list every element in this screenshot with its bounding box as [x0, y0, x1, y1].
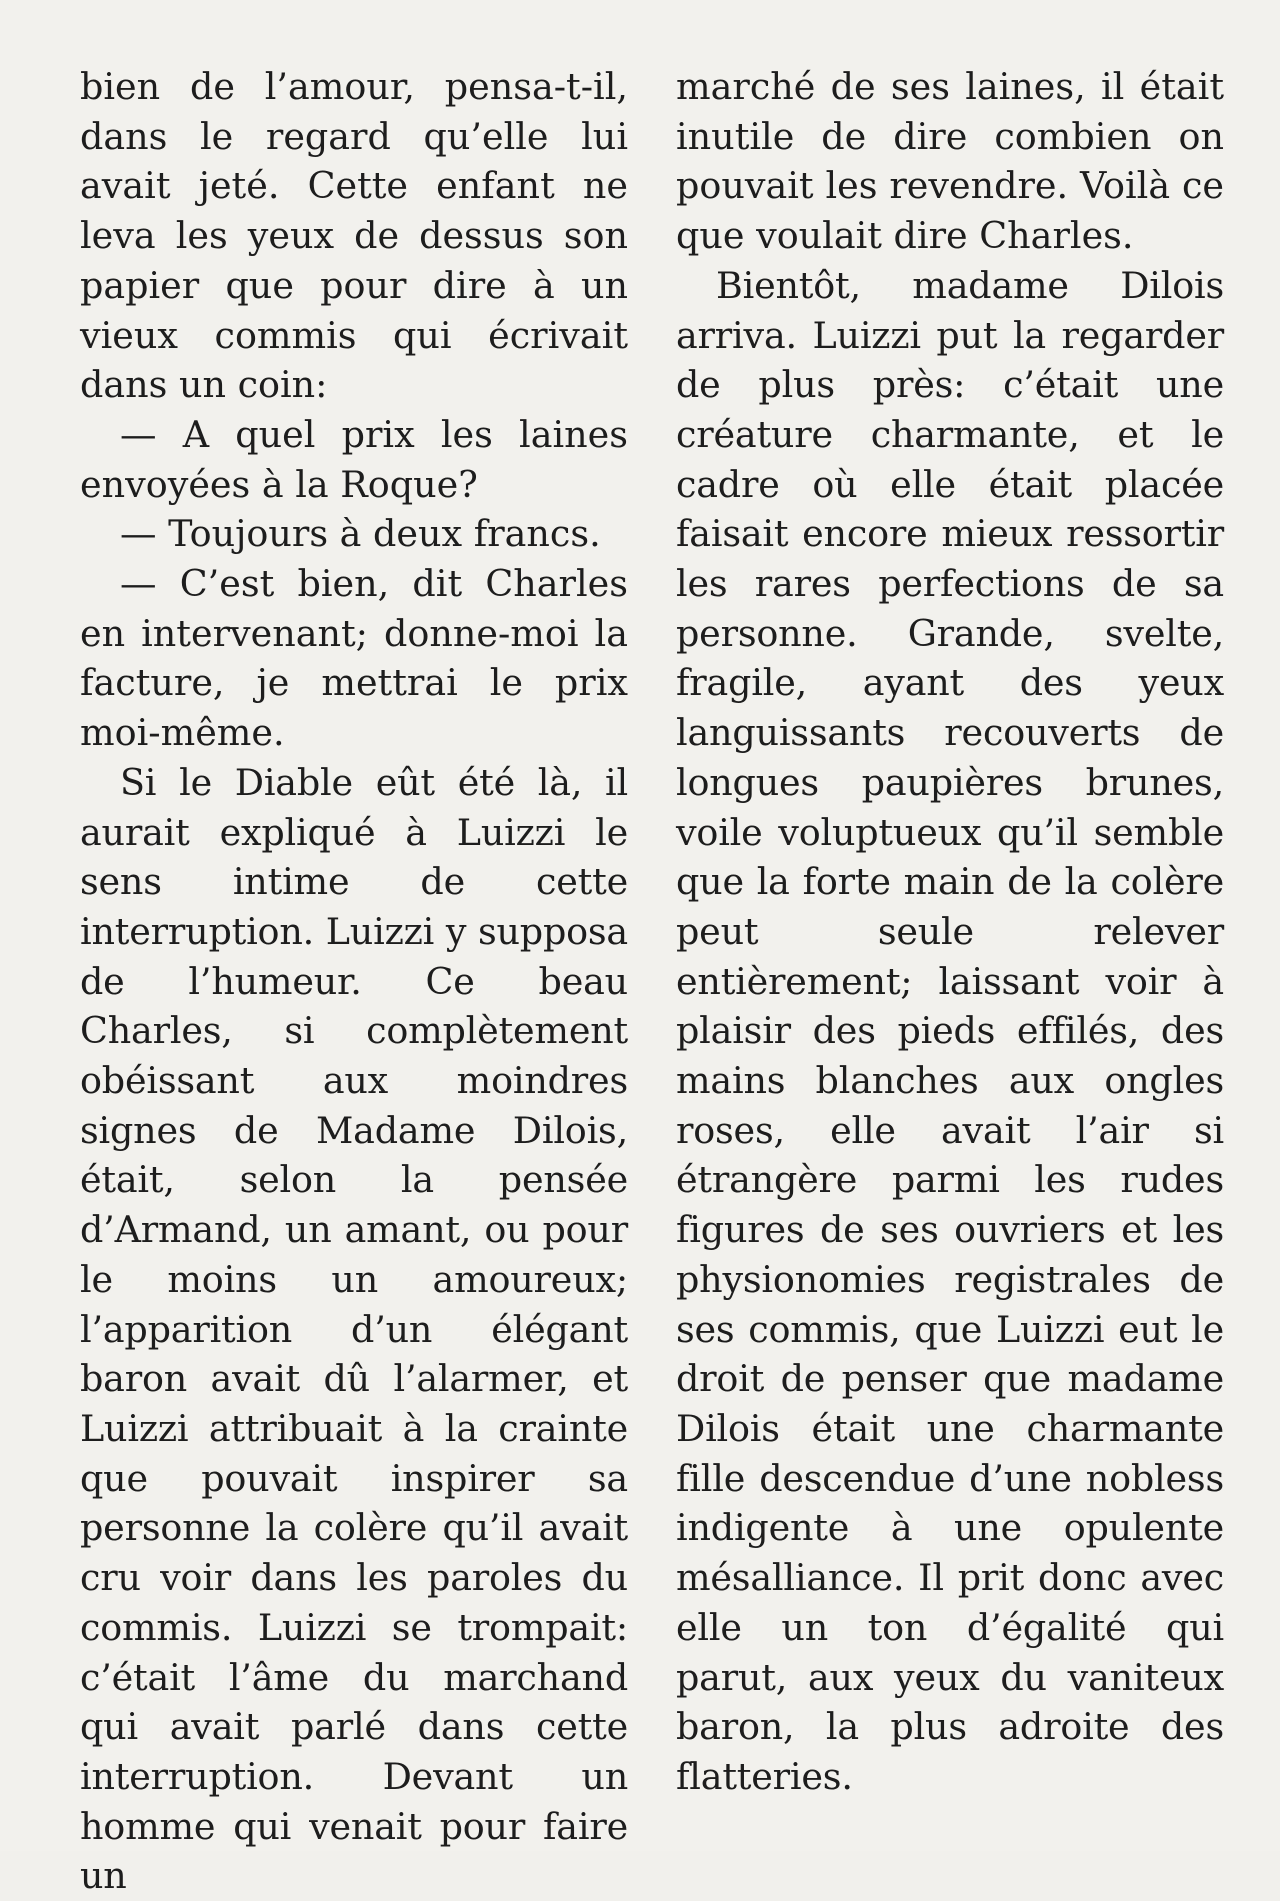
dialogue-line-charles: — C’est bien, dit Charles en intervenant; donne-moi la facture, je mettrai le prix moi-même.: [80, 562, 628, 755]
text-column-right: [676, 62, 1224, 1802]
paragraph-continued: bien de l’amour, pensa-t-il, dans le regard qu’elle lui avait jeté. Cette enfant ne leva les yeux de dessus son papier que pour dire à un vieux commis qui écrivait dans un coin:: [80, 65, 628, 407]
paragraph-continued-right: marché de ses laines, il était inutile de dire combien on pouvait les revendre. Voilà ce que voulait dire Charles.: [676, 65, 1224, 258]
dialogue-line-answer: — Toujours à deux francs.: [120, 512, 601, 556]
text-column-left: [80, 62, 628, 1901]
paragraph-madame-dilois: Bientôt, madame Dilois arriva. Luizzi put la regarder de plus près: c’était une créature charmante, et le cadre où elle était placée faisait encore mieux ressortir les rares perfections de sa personne. Grande, svelte, fragile, ayant des yeux languissants recouverts de longues paupières brunes, voile voluptueux qu’il semble que la forte main de la colère peut seule relever entièrement; laissant voir à plaisir des pieds effilés, des mains blanches aux ongles roses, elle avait l’air si étrangère parmi les rudes figures de ses ouvriers et les physionomies registrales de ses commis, que Luizzi eut le droit de penser que madame Dilois était une charmante fille descendue d’une nobless indigente à une opulente mésalliance. Il prit donc avec elle un ton d’égalité qui parut, aux yeux du vaniteux baron, la plus adroite des flatteries.: [676, 263, 1224, 1798]
dialogue-line-question: — A quel prix les laines envoyées à la Roque?: [80, 412, 628, 506]
paragraph-diable: Si le Diable eût été là, il aurait expliqué à Luizzi le sens intime de cette interruption. Luizzi y supposa de l’humeur. Ce beau Charles, si complètement obéissant aux moindres signes de Madame Dilois, était, selon la pensée d’Armand, un amant, ou pour le moins un amoureux; l’apparition d’un élégant baron avait dû l’alarmer, et Luizzi attribuait à la crainte que pouvait inspirer sa personne la colère qu’il avait cru voir dans les paroles du commis. Luizzi se trompait: c’était l’âme du marchand qui avait parlé dans cette interruption. Devant un homme qui venait pour faire un: [80, 760, 628, 1898]
